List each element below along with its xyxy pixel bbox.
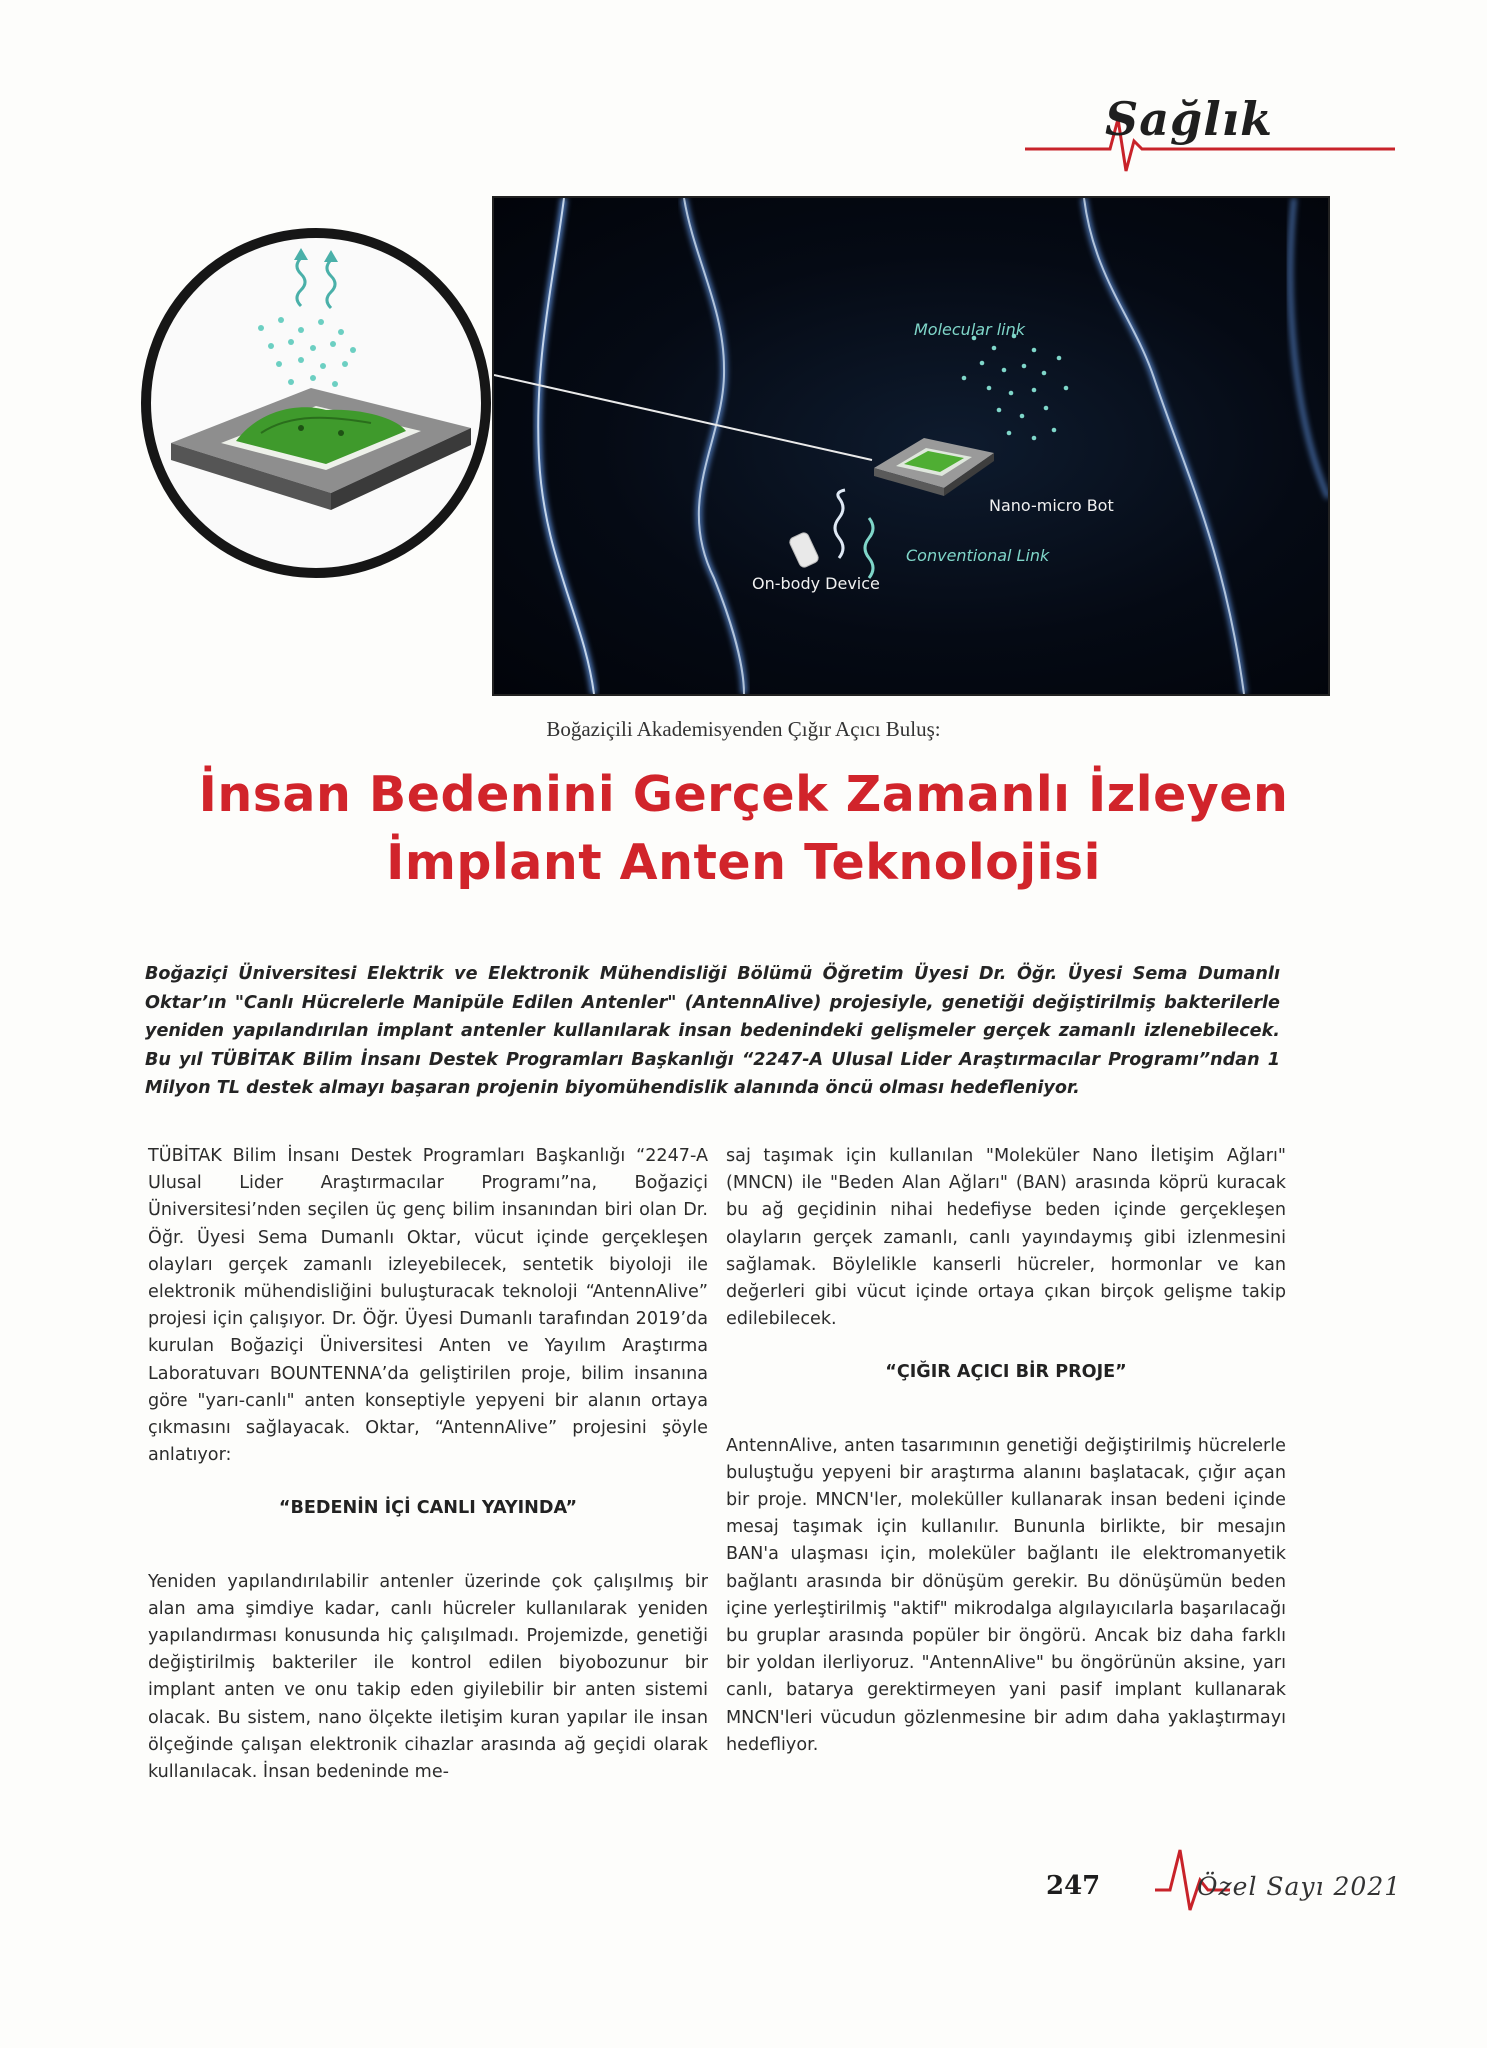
label-on-body-device: On-body Device: [752, 574, 880, 593]
article-title-line-1: İnsan Bedenini Gerçek Zamanlı İzleyen: [198, 766, 1289, 823]
nanobot-chip: [874, 438, 994, 496]
article-title-line-2: İmplant Anten Teknolojisi: [386, 834, 1101, 891]
section-title: Sağlık: [1105, 92, 1274, 146]
label-nano-micro-bot: Nano-micro Bot: [989, 496, 1114, 515]
body-column-2: [726, 1143, 1286, 1759]
issue-label: Özel Sayı 2021: [1197, 1872, 1402, 1901]
label-molecular-link: Molecular link: [914, 320, 1026, 339]
body-paragraph: saj taşımak için kullanılan "Moleküler Nano İletişim Ağları"(MNCN) ile "Beden Alan Ağları" (BAN) arasında köprü kuracak bu ağ geçidinin nihai hedefiyse beden içinde gerçekleşen olayların gerçek zamanlı, canlı yayındaymış gibi izlenmesini sağlamak. Böylelikle kanserli hücreler, hormonlar ve kan değerleri gibi vücut içinde ortaya çıkan birçok gelişme takip edilebilecek.: [726, 1146, 1286, 1330]
body-paragraph: AntennAlive, anten tasarımının genetiği değiştirilmiş hücrelerle buluştuğu yepyeni bir araştırma alanını başlatacak, çığır açan bir proje. MNCN'ler, moleküller kullanarak insan bedeni içinde mesaj taşımak için kullanılır. Bununla birlikte, bir mesajın BAN'a ulaşması için, moleküler bağlantı ile elektromanyetik bağlantı arasında bir dönüşüm gerekir. Bu dönüşümün beden içine yerleştirilmiş "aktif" mikrodalga algılayıcılarla başarılacağı bu gruplar arasında popüler bir öngörü. Ancak biz daha farklı bir yoldan ilerliyoruz. "AntennAlive" bu öngörünün aksine, yarı canlı, batarya gerektirmeyen yani pasif implant kullanarak MNCN'leri vücudun gözlenmesine bir adım daha yaklaştırmayı hedefliyor.: [726, 1435, 1286, 1755]
label-conventional-link: Conventional Link: [906, 546, 1050, 565]
article-lead: Boğaziçi Üniversitesi Elektrik ve Elektronik Mühendisliği Bölümü Öğretim Üyesi Dr. Öğr. Üyesi Sema Dumanlı Oktar’ın "Canlı Hücrelerle Manipüle Edilen Antenler" (AntennAlive) projesiyle, genetiği değiştirilmiş bakterilerle yeniden yapılandırılan implant antenler kullanılarak insan bedenindeki gelişmeler gerçek zamanlı izlenebilecek. Bu yıl TÜBİTAK Bilim İnsanı Destek Programları Başkanlığı “2247-A Ulusal Lider Araştırmacılar Programı”ndan 1 Milyon TL destek almayı başaran projenin biyomühendislik alanında öncü olması hedefleniyor.: [145, 964, 1280, 1098]
zoom-inset-circle: [141, 228, 491, 578]
body-column-1: [148, 1143, 708, 1786]
body-silhouette-graphic: [494, 198, 1328, 694]
page-number: 247: [1046, 1871, 1101, 1901]
implant-zoom-graphic: [151, 238, 481, 568]
body-paragraph: Yeniden yapılandırılabilir antenler üzerinde çok çalışılmış bir alan ama şimdiye kadar, canlı hücreler kullanılarak yeniden yapılandırması konusunda hiç çalışılmadı. Projemizde, genetiği değiştirilmiş bakteriler ile kontrol edilen biyobozunur bir implant anten ve onu takip eden giyilebilir bir anten sistemi olacak. Bu sistem, nano ölçekte iletişim kuran yapılar ile insan ölçeğinde çalışan elektronik cihazlar arasında ağ geçidi olarak kullanılacak. İnsan bedeninde me-: [148, 1571, 708, 1783]
on-body-device-icon: [788, 531, 820, 568]
molecule-dots: [962, 334, 1069, 441]
subheading: “ÇIĞIR AÇICI BİR PROJE”: [885, 1362, 1127, 1383]
hero-illustration: [492, 196, 1330, 696]
subheading: “BEDENİN İÇİ CANLI YAYINDA”: [278, 1498, 578, 1519]
article-kicker: Boğaziçili Akademisyenden Çığır Açıcı Buluş:: [546, 717, 941, 741]
body-paragraph: TÜBİTAK Bilim İnsanı Destek Programları Başkanlığı “2247-A Ulusal Lider Araştırmacılar Programı”na, Boğaziçi Üniversitesi’nden seçilen üç genç bilim insanından biri olan Dr. Öğr. Üyesi Sema Dumanlı Oktar, vücut içinde gerçekleşen olayları gerçek zamanlı izleyebilecek, sentetik biyoloji ile elektronik mühendisliğini buluşturacak teknoloji “AntennAlive” projesi için çalışıyor. Dr. Öğr. Üyesi Dumanlı tarafından 2019’da kurulan Boğaziçi Üniversitesi Anten ve Yayılım Araştırma Laboratuvarı BOUNTENNA’da geliştirilen proje, bilim insanına göre "yarı-canlı" anten konseptiyle yepyeni bir alanın ortaya çıkmasını sağlayacak. Oktar, “AntennAlive” projesini şöyle anlatıyor:: [148, 1146, 708, 1466]
